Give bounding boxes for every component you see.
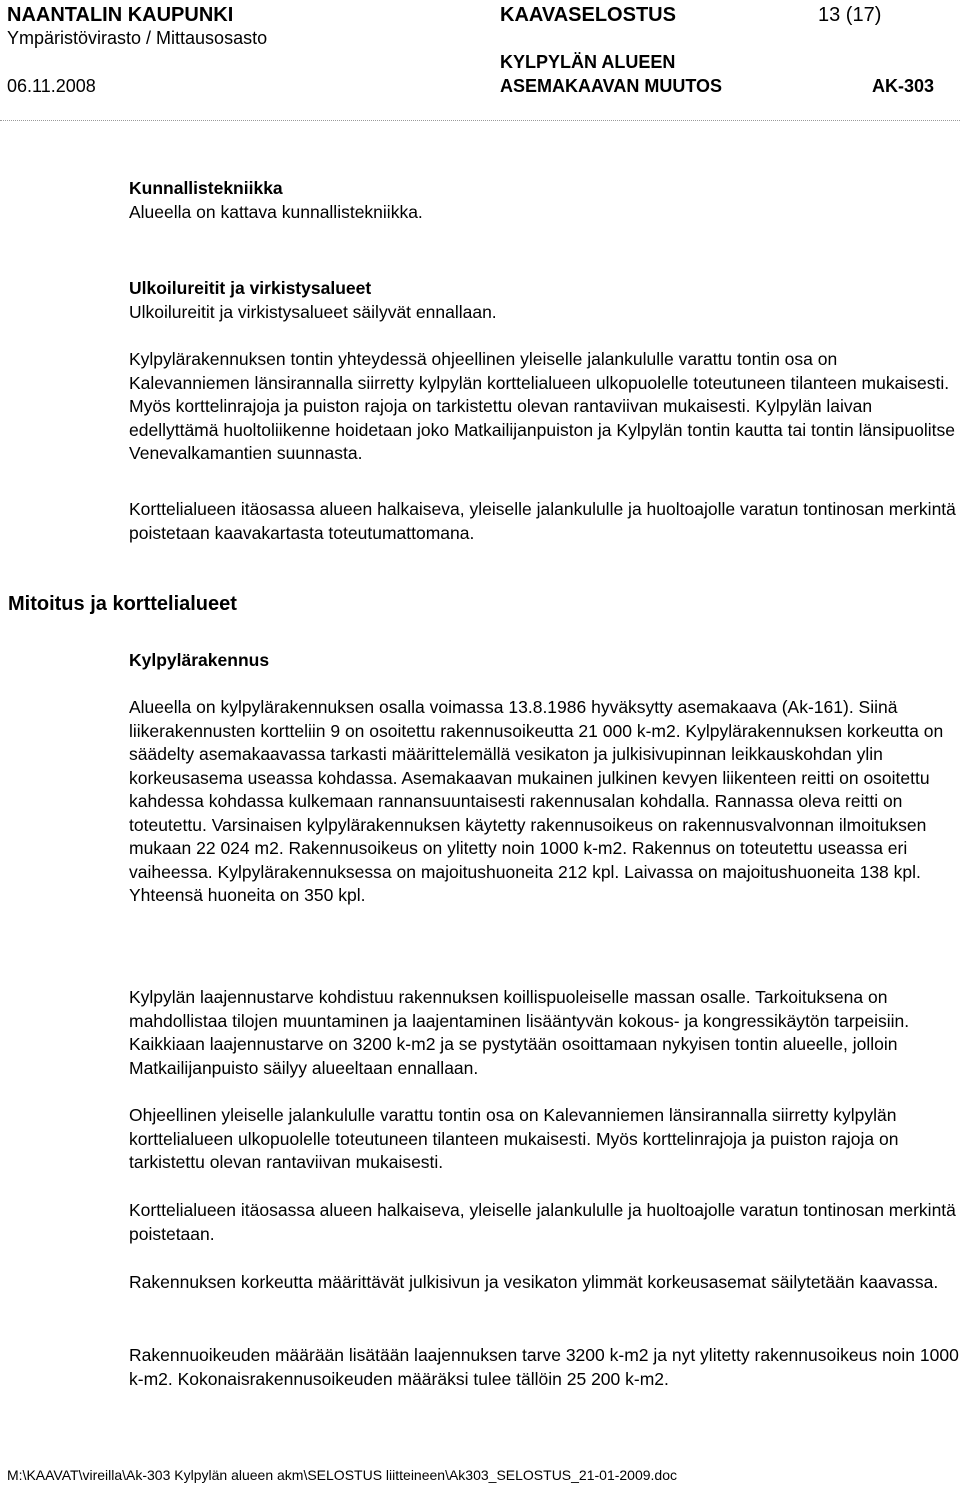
paragraph-rakennusoikeus: Rakennuoikeuden määrään lisätään laajennuksen tarve 3200 k-m2 ja nyt ylitetty rakennusoikeus noin 1000 k-m2. Kokonaisrakennusoikeuden määräksi tulee tällöin 25 200 k-m2. — [129, 1345, 959, 1389]
paragraph-tontin-osa: Kylpylärakennuksen tontin yhteydessä ohjeellinen yleiselle jalankululle varattu tontin osa on Kalevanniemen länsirannalla siirretty kylpylän korttelialueen ulkopuolelle toteutuneen tilanteen mukaisesti. Myös korttelinrajoja ja puiston rajoja on tarkistettu olevan rantaviivan mukaisesti. Kylpylän laivan edellyttämä huoltoliikenne hoidetaan joko Matkailijanpuiston ja Kylpylän tontin kautta tai tontin länsipuolitse Venevalkamantien suunnasta. — [129, 349, 955, 463]
header-date: 06.11.2008 — [7, 76, 96, 96]
header-department: Ympäristövirasto / Mittausosasto — [7, 28, 268, 48]
header-code: AK-303 — [872, 76, 935, 96]
subheading-ulkoilureitit: Ulkoilureitit ja virkistysalueet — [129, 278, 372, 298]
paragraph-tontinosan-merkinta: Korttelialueen itäosassa alueen halkaiseva, yleiselle jalankululle ja huoltoajolle varatun tontinosan merkintä poistetaan. — [129, 1200, 956, 1244]
footer-file-path: M:\KAAVAT\vireilla\Ak-303 Kylpylän alueen akm\SELOSTUS liitteineen\Ak303_SELOSTUS_21-01-2009.doc — [7, 1467, 677, 1483]
subheading-kunnallistekniikka: Kunnallistekniikka — [129, 178, 283, 198]
section-title: Mitoitus ja korttelialueet — [8, 593, 237, 615]
paragraph-kunnallistekniikka: Alueella on kattava kunnallistekniikka. — [129, 202, 423, 222]
header-page-number: 13 (17) — [818, 4, 882, 26]
subheading-kylpylarakennus: Kylpylärakennus — [129, 650, 270, 670]
header-area: KYLPYLÄN ALUEEN — [500, 52, 676, 72]
paragraph-ohjeellinen-tontin-osa: Ohjeellinen yleiselle jalankululle varattu tontin osa on Kalevanniemen länsirannalla siirretty kylpylän korttelialueen ulkopuolelle toteutuneen tilanteen mukaisesti. Myös korttelinrajoja ja puiston rajoja on tarkistettu olevan rantaviivan mukaisesti. — [129, 1105, 899, 1172]
header-divider — [0, 120, 960, 121]
paragraph-voimassa-oleva-kaava: Alueella on kylpylärakennuksen osalla voimassa 13.8.1986 hyväksytty asemakaava (Ak-161). Siinä liikerakennusten kortteliin 9 on osoitettu rakennusoikeutta 21 000 k-m2. Kylpylärakennuksen korkeutta on säädelty asemakaavassa tarkasti määrittelemällä vesikaton ja julkisivupinnan leikkauskohdan ylin korkeusasema useassa kohdassa. Asemakaavan mukainen julkinen kevyen liikenteen reitti on osoitettu kahdessa kohdassa kulkemaan rannansuuntaisesti rakennusalan kohdalla. Rannassa oleva reitti on toteutettu. Varsinaisen kylpylärakennuksen käytetty rakennusoikeus on rakennusvalvonnan ilmoituksen mukaan 22 024 m2. Rakennusoikeus on ylitetty noin 1000 k-m2. Rakennus on toteutettu useassa eri vaiheessa. Kylpylärakennuksessa on majoitushuoneita 212 kpl. Laivassa on majoitushuoneita 138 kpl. Yhteensä huoneita on 350 kpl. — [129, 697, 944, 905]
paragraph-korttelialue-itaosa: Korttelialueen itäosassa alueen halkaiseva, yleiselle jalankululle ja huoltoajolle varatun tontinosan merkintä poistetaan kaavakartasta toteutumattomana. — [129, 499, 956, 543]
paragraph-korkeusasemat: Rakennuksen korkeutta määrittävät julkisivun ja vesikaton ylimmät korkeusasemat säilytetään kaavassa. — [129, 1272, 939, 1292]
header-change: ASEMAKAAVAN MUUTOS — [500, 76, 723, 96]
paragraph-ulkoilureitit: Ulkoilureitit ja virkistysalueet säilyvät ennallaan. — [129, 302, 497, 322]
header-doc-type: KAAVASELOSTUS — [500, 4, 676, 26]
header-city: NAANTALIN KAUPUNKI — [7, 4, 234, 26]
paragraph-laajennustarve: Kylpylän laajennustarve kohdistuu rakennuksen koillispuoleiselle massan osalle. Tarkoituksena on mahdollistaa tilojen muuntaminen ja laajentaminen lisääntyvän kokous- ja kongressikäytön tarpeisiin. Kaikkiaan laajennustarve on 3200 k-m2 ja se pystytään osoittamaan nykyisen tontin alueelle, jolloin Matkailijanpuisto säilyy alueeltaan ennallaan. — [129, 987, 910, 1078]
